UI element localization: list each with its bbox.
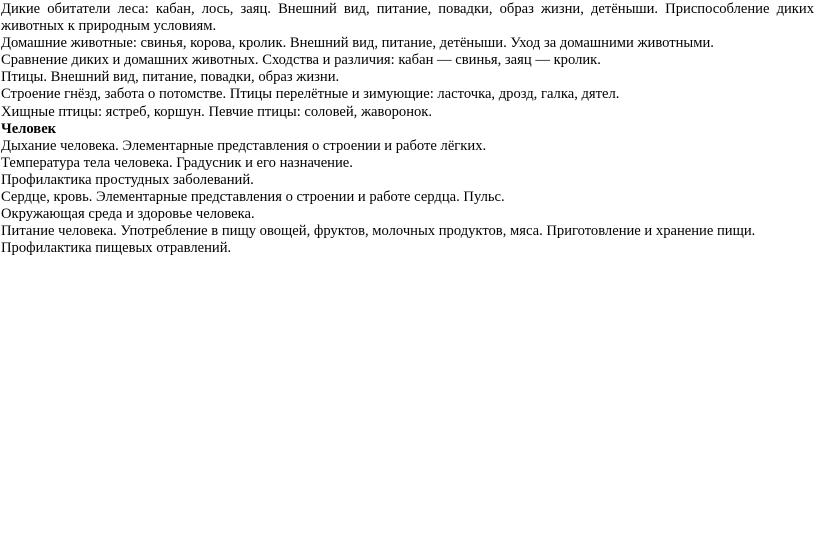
paragraph-nests: Строение гнёзд, забота о потомстве. Птицы перелётные и зимующие: ласточка, дрозд, галка, дятел. xyxy=(1,86,620,103)
paragraph-comparison: Сравнение диких и домашних животных. Сходства и различия: кабан — свинья, заяц — кролик. xyxy=(1,52,601,69)
paragraph-temperature: Температура тела человека. Градусник и его назначение. xyxy=(1,154,353,171)
paragraph-environment: Окружающая среда и здоровье человека. xyxy=(1,206,255,223)
document-body xyxy=(0,1,816,257)
paragraph-birds: Птицы. Внешний вид, питание, повадки, образ жизни. xyxy=(1,69,340,86)
paragraph-heart: Сердце, кровь. Элементарные представления о строении и работе сердца. Пульс. xyxy=(1,189,505,206)
paragraph-prevention: Профилактика простудных заболеваний. xyxy=(1,171,254,188)
paragraph-breathing: Дыхание человека. Элементарные представления о строении и работе лёгких. xyxy=(1,137,487,154)
paragraph-nutrition: Питание человека. Употребление в пищу овощей, фруктов, молочных продуктов, мяса. Приготовление и хранение пищи. Профилактика пищевых отравлений. xyxy=(1,223,756,257)
paragraph-predator-birds: Хищные птицы: ястреб, коршун. Певчие птицы: соловей, жаворонок. xyxy=(1,103,433,120)
paragraph-domestic-animals: Домашние животные: свинья, корова, кролик. Внешний вид, питание, детёныши. Уход за домашними животными. xyxy=(1,35,714,52)
section-heading-human: Человек xyxy=(1,120,57,137)
paragraph-wild-animals: Дикие обитатели леса: кабан, лось, заяц. Внешний вид, питание, повадки, образ жизни, детёныши. Приспособление диких животных к природным условиям. xyxy=(1,1,814,35)
